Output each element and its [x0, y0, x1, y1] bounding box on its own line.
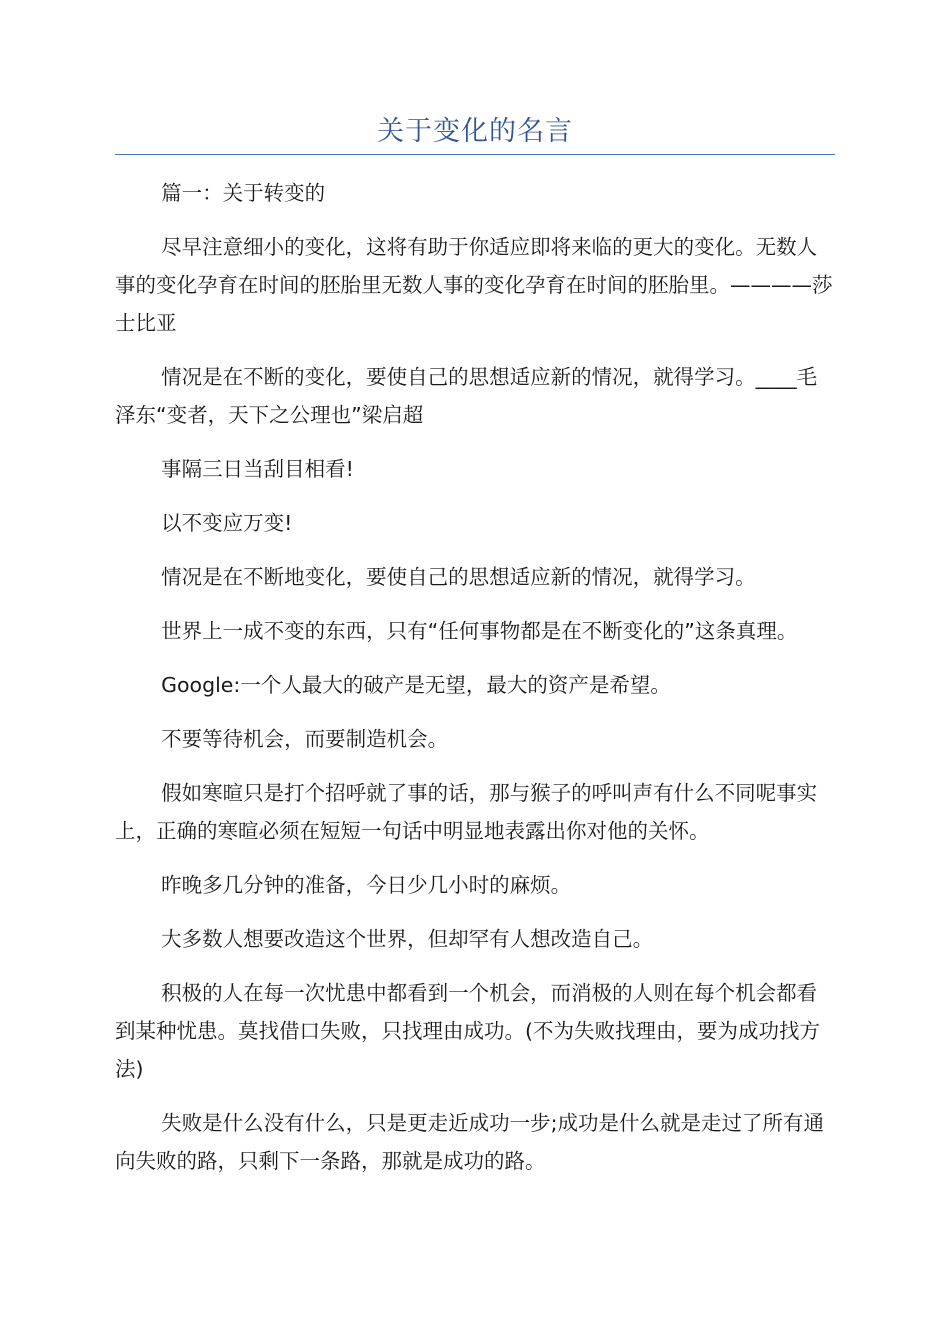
- paragraph: 情况是在不断地变化，要使自己的思想适应新的情况，就得学习。: [161, 565, 756, 589]
- paragraph: 事隔三日当刮目相看!: [161, 457, 354, 481]
- paragraph: Google:一个人最大的破产是无望，最大的资产是希望。: [161, 673, 671, 697]
- paragraph: 世界上一成不变的东西，只有“任何事物都是在不断变化的”这条真理。: [161, 619, 798, 643]
- paragraph: 假如寒暄只是打个招呼就了事的话，那与猴子的呼叫声有什么不同呢事实上，正确的寒暄必须在短短一句话中明显地表露出你对他的关怀。: [115, 781, 818, 843]
- paragraph: 以不变应万变!: [161, 511, 293, 535]
- paragraph: 情况是在不断的变化，要使自己的思想适应新的情况，就得学习。____毛泽东“变者，天下之公理也”梁启超: [115, 365, 818, 427]
- document-body: [115, 174, 835, 1196]
- paragraph: 篇一：关于转变的: [161, 181, 326, 205]
- title-underline: [115, 154, 835, 155]
- paragraph: 尽早注意细小的变化，这将有助于你适应即将来临的更大的变化。无数人事的变化孕育在时间的胚胎里无数人事的变化孕育在时间的胚胎里。————莎士比亚: [115, 235, 833, 335]
- paragraph: 不要等待机会，而要制造机会。: [161, 727, 449, 751]
- paragraph: 失败是什么没有什么，只是更走近成功一步;成功是什么就是走过了所有通向失败的路，只剩下一条路，那就是成功的路。: [115, 1111, 825, 1173]
- paragraph: 昨晚多几分钟的准备，今日少几小时的麻烦。: [161, 873, 572, 897]
- paragraph: 大多数人想要改造这个世界，但却罕有人想改造自己。: [161, 927, 654, 951]
- paragraph: 积极的人在每一次忧患中都看到一个机会，而消极的人则在每个机会都看到某种忧患。莫找借口失败，只找理由成功。(不为失败找理由，要为成功找方法): [115, 981, 820, 1081]
- document-title: 关于变化的名言: [377, 116, 573, 147]
